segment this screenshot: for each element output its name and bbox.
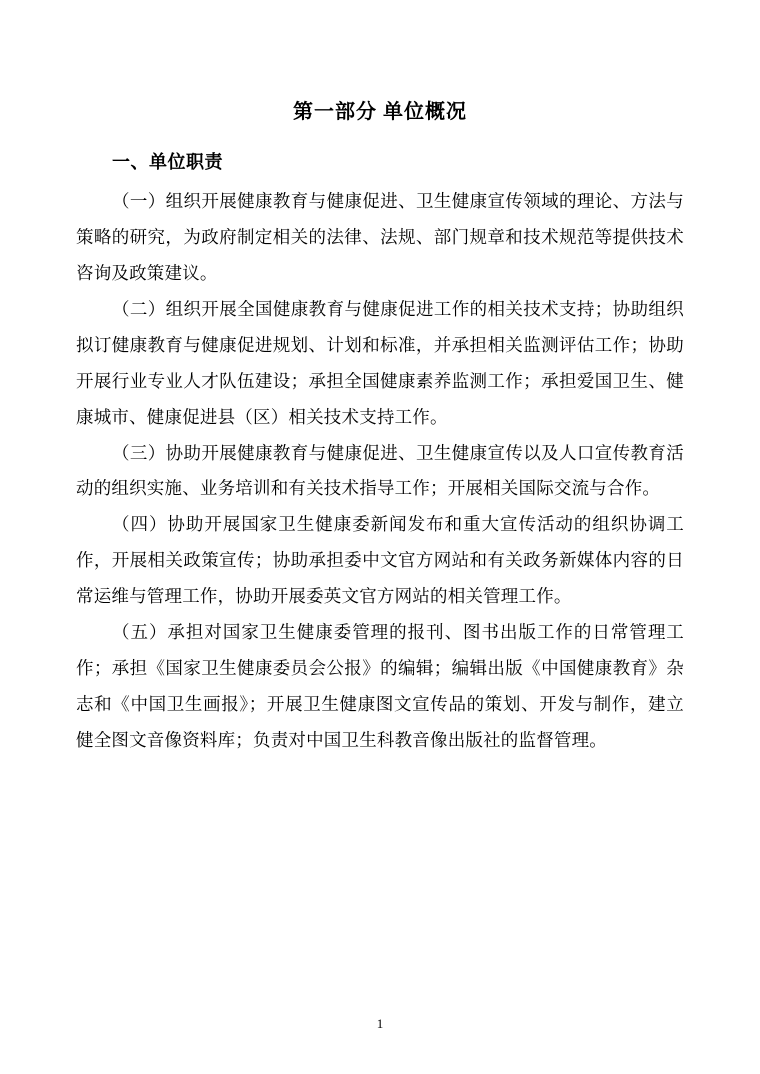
- paragraph-5: （五）承担对国家卫生健康委管理的报刊、图书出版工作的日常管理工作；承担《国家卫生健康委员会公报》的编辑；编辑出版《中国健康教育》杂志和《中国卫生画报》；开展卫生健康图文宣传品的策划、开发与制作，建立健全图文音像资料库；负责对中国卫生科教音像出版社的监督管理。: [76, 621, 684, 750]
- paragraph-2: （二）组织开展全国健康教育与健康促进工作的相关技术支持；协助组织拟订健康教育与健康促进规划、计划和标准，并承担相关监测评估工作；协助开展行业专业人才队伍建设；承担全国健康素养监测工作；承担爱国卫生、健康城市、健康促进县（区）相关技术支持工作。: [76, 299, 684, 427]
- paragraph-3: （三）协助开展健康教育与健康促进、卫生健康宣传以及人口宣传教育活动的组织实施、业务培训和有关技术指导工作；开展相关国际交流与合作。: [76, 442, 684, 499]
- page-number: 1: [376, 1016, 384, 1031]
- page-title: 第一部分 单位概况: [293, 101, 467, 123]
- paragraph-4: （四）协助开展国家卫生健康委新闻发布和重大宣传活动的组织协调工作，开展相关政策宣传；协助承担委中文官方网站和有关政务新媒体内容的日常运维与管理工作，协助开展委英文官方网站的相关管理工作。: [76, 514, 684, 607]
- section-heading: 一、单位职责: [112, 152, 223, 172]
- paragraph-1: （一）组织开展健康教育与健康促进、卫生健康宣传领域的理论、方法与策略的研究，为政府制定相关的法律、法规、部门规章和技术规范等提供技术咨询及政策建议。: [76, 191, 684, 284]
